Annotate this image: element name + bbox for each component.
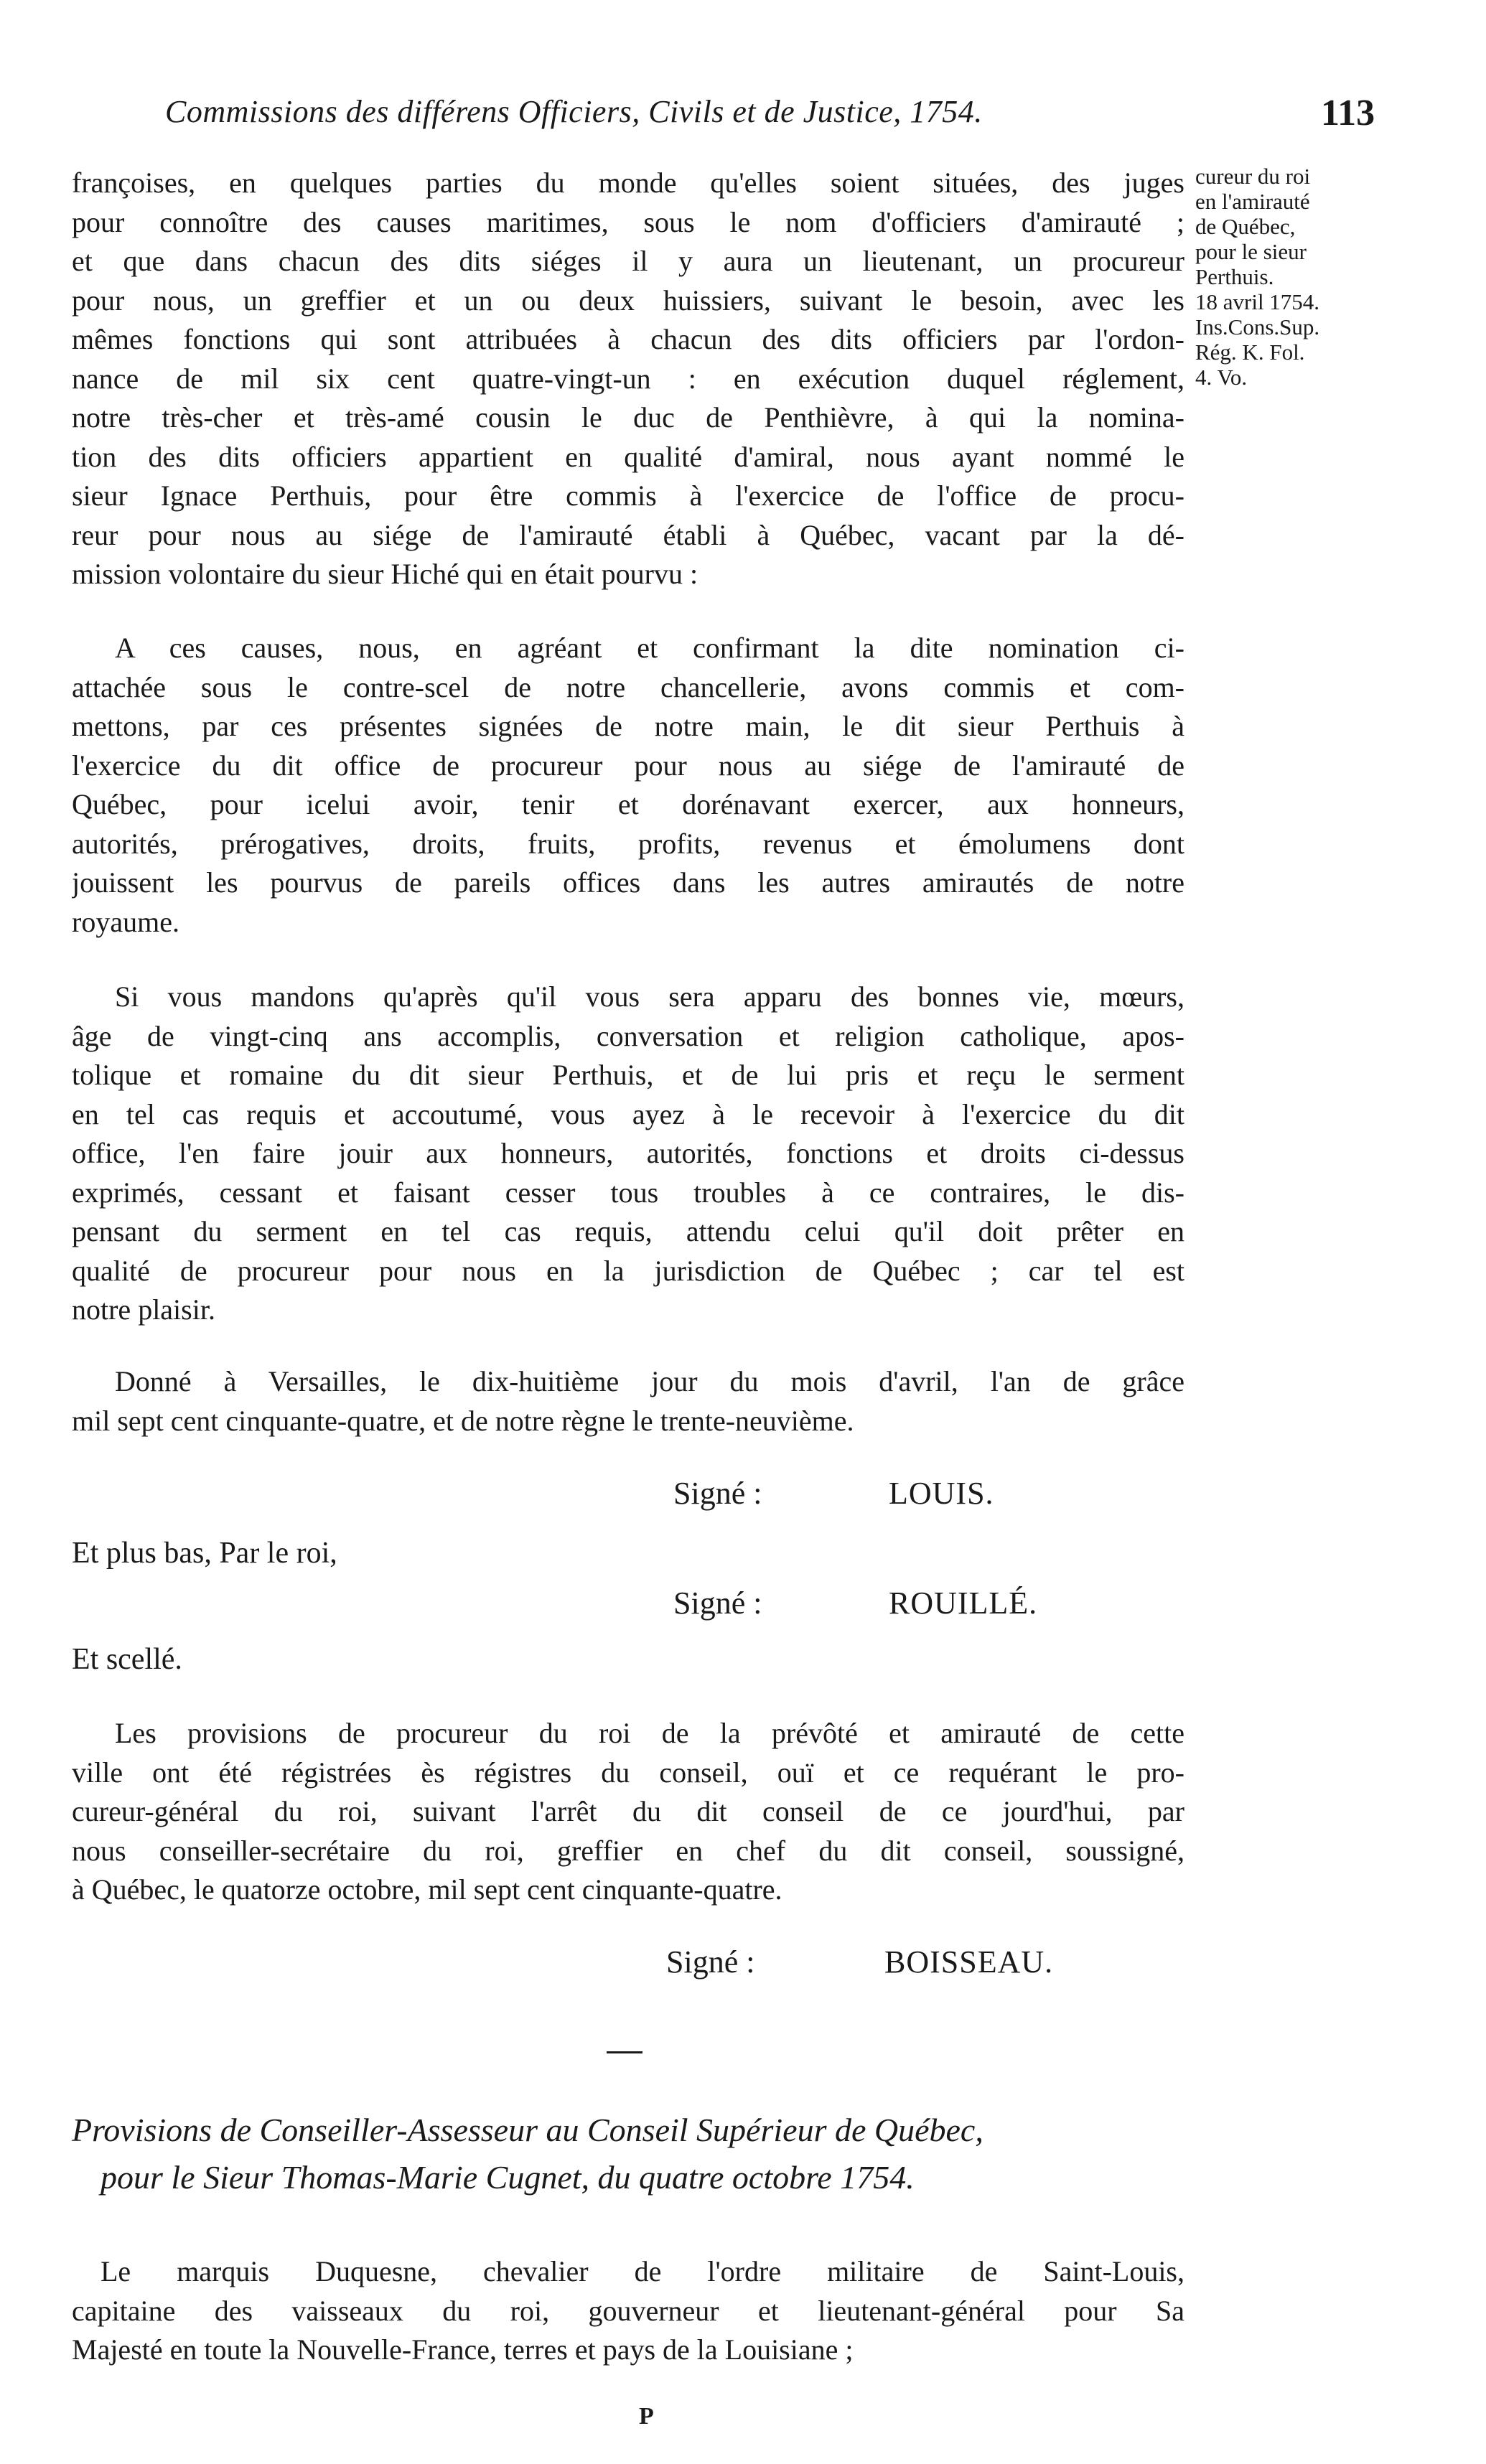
section-title-line: Provisions de Conseiller-Assesseur au Conseil Supérieur de Québec, <box>72 2112 983 2148</box>
text-line: tolique et romaine du dit sieur Perthuis, et de lui pris et reçu le serment <box>72 1059 1184 1091</box>
text-line: mission volontaire du sieur Hiché qui en était pourvu : <box>72 558 698 590</box>
page-number: 113 <box>1321 93 1375 133</box>
paragraph-2 <box>72 629 1184 942</box>
signature-label: Signé : <box>673 1476 762 1511</box>
text-line: l'exercice du dit office de procureur pour nous au siége de l'amirauté de <box>72 749 1184 782</box>
text-line: à Québec, le quatorze octobre, mil sept cent cinquante-quatre. <box>72 1873 782 1906</box>
text-line: exprimés, cessant et faisant cesser tous troubles à ce contraires, le dis- <box>72 1176 1184 1209</box>
text-line: mettons, par ces présentes signées de notre main, le dit sieur Perthuis à <box>72 710 1184 742</box>
section-separator <box>607 2051 642 2053</box>
text-line: mil sept cent cinquante-quatre, et de notre règne le trente-neuvième. <box>72 1404 854 1437</box>
margin-note-line: en l'amirauté <box>1195 189 1310 214</box>
signature-label: Signé : <box>673 1585 762 1621</box>
text-line: françoises, en quelques parties du monde qu'elles soient situées, des juges <box>72 167 1184 199</box>
scelle-line: Et scellé. <box>72 1643 182 1676</box>
text-line: sieur Ignace Perthuis, pour être commis à l'exercice de l'office de procu- <box>72 479 1184 512</box>
margin-note-line: Perthuis. <box>1195 264 1274 289</box>
text-line: pour connoître des causes maritimes, sous le nom d'officiers d'amirauté ; <box>72 205 1184 238</box>
margin-note-line: pour le sieur <box>1195 239 1307 264</box>
text-line: attachée sous le contre-scel de notre chancellerie, avons commis et com- <box>72 670 1184 703</box>
margin-note-line: 18 avril 1754. <box>1195 289 1320 314</box>
text-line: office, l'en faire jouir aux honneurs, autorités, fonctions et droits ci-dessus <box>72 1137 1184 1169</box>
section-title-line: pour le Sieur Thomas-Marie Cugnet, du quatre octobre 1754. <box>101 2159 915 2196</box>
text-line: âge de vingt-cinq ans accomplis, conversation et religion catholique, apos- <box>72 1019 1184 1052</box>
signature-name: BOISSEAU. <box>884 1944 1054 1980</box>
text-line: pour nous, un greffier et un ou deux huissiers, suivant le besoin, avec les <box>72 284 1184 317</box>
text-line: reur pour nous au siége de l'amirauté établi à Québec, vacant par la dé- <box>72 518 1184 551</box>
text-line: ville ont été régistrées ès régistres du conseil, ouï et ce requérant le pro- <box>72 1756 1184 1789</box>
par-le-roi-line: Et plus bas, Par le roi, <box>72 1537 337 1570</box>
final-paragraph <box>72 2252 1184 2370</box>
text-line: tion des dits officiers appartient en qualité d'amiral, nous ayant nommé le <box>72 440 1184 473</box>
margin-note-line: Ins.Cons.Sup. <box>1195 314 1320 339</box>
signature-name: ROUILLÉ. <box>889 1585 1038 1621</box>
signature-mark: P <box>639 2403 654 2430</box>
paragraph-4 <box>72 1362 1184 1441</box>
text-line: A ces causes, nous, en agréant et confirmant la dite nomination ci- <box>115 632 1184 664</box>
signature-label: Signé : <box>666 1944 755 1980</box>
text-line: jouissent les pourvus de pareils offices dans les autres amirautés de notre <box>72 866 1184 899</box>
text-line: Si vous mandons qu'après qu'il vous sera apparu des bonnes vie, mœurs, <box>115 980 1184 1013</box>
paragraph-1 <box>72 164 1184 594</box>
text-line: en tel cas requis et accoutumé, vous ayez à le recevoir à l'exercice du dit <box>72 1097 1184 1130</box>
section-title <box>72 2107 1184 2201</box>
running-title: Commissions des différens Officiers, Civils et de Justice, 1754. <box>165 94 983 129</box>
text-line: notre très-cher et très-amé cousin le duc de Penthièvre, à qui la nomina- <box>72 401 1184 434</box>
signature-name: LOUIS. <box>889 1476 994 1511</box>
text-line: nous conseiller-secrétaire du roi, greffier en chef du dit conseil, soussigné, <box>72 1834 1184 1867</box>
text-line: pensant du serment en tel cas requis, attendu celui qu'il doit prêter en <box>72 1215 1184 1247</box>
margin-note-line: 4. Vo. <box>1195 365 1248 390</box>
margin-note-line: Rég. K. Fol. <box>1195 339 1305 365</box>
text-line: royaume. <box>72 905 179 938</box>
text-line: mêmes fonctions qui sont attribuées à chacun des dits officiers par l'ordon- <box>72 323 1184 355</box>
registration-paragraph <box>72 1714 1184 1910</box>
text-line: Québec, pour icelui avoir, tenir et dorénavant exercer, aux honneurs, <box>72 788 1184 820</box>
margin-note-line: cureur du roi <box>1195 164 1311 189</box>
paragraph-3 <box>72 978 1184 1330</box>
text-line: notre plaisir. <box>72 1293 215 1326</box>
text-line: capitaine des vaisseaux du roi, gouverneur et lieutenant-général pour Sa <box>72 2294 1184 2327</box>
text-line: cureur-général du roi, suivant l'arrêt du dit conseil de ce jourd'hui, par <box>72 1795 1184 1827</box>
text-line: Majesté en toute la Nouvelle-France, terres et pays de la Louisiane ; <box>72 2333 854 2366</box>
text-line: qualité de procureur pour nous en la jurisdiction de Québec ; car tel est <box>72 1254 1184 1287</box>
text-line: et que dans chacun des dits siéges il y aura un lieutenant, un procureur <box>72 245 1184 277</box>
text-line: Les provisions de procureur du roi de la prévôté et amirauté de cette <box>115 1717 1184 1749</box>
text-line: nance de mil six cent quatre-vingt-un : en exécution duquel réglement, <box>72 362 1184 395</box>
margin-note <box>1195 164 1411 390</box>
text-line: Donné à Versailles, le dix-huitième jour du mois d'avril, l'an de grâce <box>115 1365 1184 1397</box>
margin-note-line: de Québec, <box>1195 214 1296 239</box>
text-line: autorités, prérogatives, droits, fruits, profits, revenus et émolumens dont <box>72 827 1184 860</box>
text-line: Le marquis Duquesne, chevalier de l'ordre militaire de Saint-Louis, <box>101 2255 1184 2287</box>
